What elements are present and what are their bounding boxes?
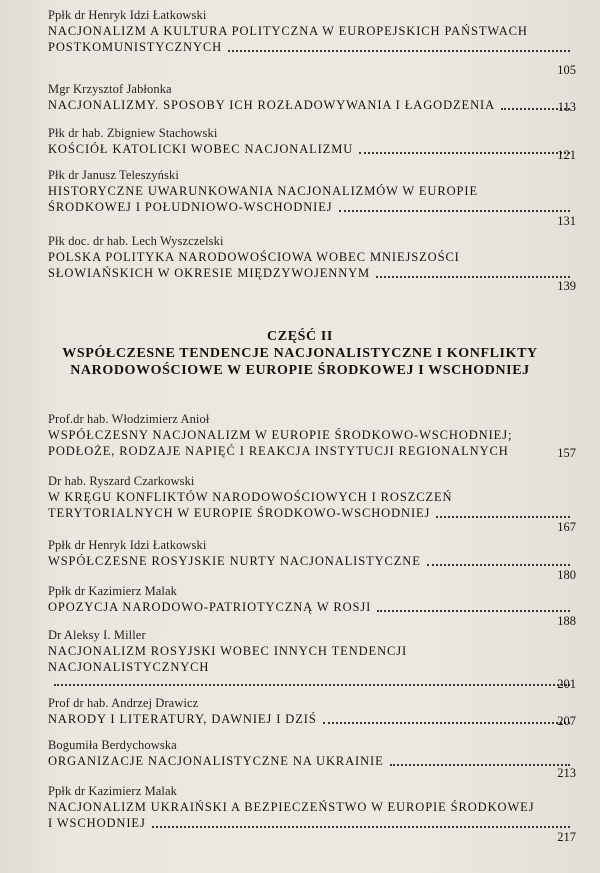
entry-title-line: NACJONALIZM A KULTURA POLITYCZNA W EUROPEJSKICH PAŃSTWACH bbox=[48, 24, 528, 38]
entry-title-line: TERYTORIALNYCH W EUROPIE ŚRODKOWO-WSCHODNIEJ bbox=[48, 506, 431, 520]
entry-author: Bogumiła Berdychowska bbox=[48, 738, 177, 752]
entry-title-line: WSPÓŁCZESNY NACJONALIZM W EUROPIE ŚRODKOWO-WSCHODNIEJ; bbox=[48, 428, 513, 442]
entry-title-line: POLSKA POLITYKA NARODOWOŚCIOWA WOBEC MNIEJSZOŚCI bbox=[48, 250, 460, 264]
toc-entry bbox=[48, 126, 576, 162]
entry-author: Ppłk dr Kazimierz Malak bbox=[48, 584, 177, 598]
entry-title-line: W KRĘGU KONFLIKTÓW NARODOWOŚCIOWYCH I ROSZCZEŃ bbox=[48, 490, 453, 504]
entry-title-line: WSPÓŁCZESNE ROSYJSKIE NURTY NACJONALISTYCZNE bbox=[48, 554, 421, 568]
entry-author: Płk doc. dr hab. Lech Wyszczelski bbox=[48, 234, 224, 248]
entry-author: Dr hab. Ryszard Czarkowski bbox=[48, 474, 195, 488]
entry-author: Prof.dr hab. Włodzimierz Anioł bbox=[48, 412, 210, 426]
entry-page-number: 113 bbox=[557, 100, 576, 114]
leader-dots bbox=[376, 275, 570, 278]
part-label: CZĘŚĆ II bbox=[267, 329, 333, 344]
entry-author: Płk dr Janusz Teleszyński bbox=[48, 168, 179, 182]
entry-title-line: ORGANIZACJE NACJONALISTYCZNE NA UKRAINIE bbox=[48, 754, 384, 768]
entry-title-line: NACJONALIZMY. SPOSOBY ICH ROZŁADOWYWANIA I ŁAGODZENIA bbox=[48, 98, 495, 112]
leader-dots bbox=[427, 563, 570, 566]
entry-page-number: 131 bbox=[557, 214, 576, 228]
entry-author: Ppłk dr Henryk Idzi Łatkowski bbox=[48, 538, 207, 552]
toc-entry bbox=[48, 168, 576, 228]
part-title-line: WSPÓŁCZESNE TENDENCJE NACJONALISTYCZNE I KONFLIKTY bbox=[62, 346, 538, 361]
toc-entry bbox=[48, 696, 576, 727]
leader-dots bbox=[436, 515, 570, 518]
toc-entry bbox=[48, 738, 576, 780]
entry-page-number: 213 bbox=[557, 766, 576, 780]
toc-entry bbox=[48, 234, 576, 293]
leader-dots bbox=[339, 209, 570, 212]
entry-author: Dr Aleksy I. Miller bbox=[48, 628, 146, 642]
entry-title-line: NACJONALIZM UKRAIŃSKI A BEZPIECZEŃSTWO W EUROPIE ŚRODKOWEJ bbox=[48, 800, 535, 814]
entry-page-number: 188 bbox=[557, 614, 576, 628]
entry-title-line: OPOZYCJA NARODOWO-PATRIOTYCZNĄ W ROSJI bbox=[48, 600, 372, 614]
entry-title-line: NARODY I LITERATURY, DAWNIEJ I DZIŚ bbox=[48, 712, 317, 726]
entry-page-number: 121 bbox=[557, 148, 576, 162]
entry-title-line: PODŁOŻE, RODZAJE NAPIĘĆ I REAKCJA INSTYTUCJI REGIONALNYCH bbox=[48, 444, 509, 458]
entry-title-line: ŚRODKOWEJ I POŁUDNIOWO-WSCHODNIEJ bbox=[48, 200, 333, 214]
entry-title-line: NACJONALIZM ROSYJSKI WOBEC INNYCH TENDENCJI bbox=[48, 644, 408, 658]
entry-page-number: 167 bbox=[557, 520, 576, 534]
entry-page-number: 207 bbox=[557, 714, 576, 728]
entry-author: Płk dr hab. Zbigniew Stachowski bbox=[48, 126, 218, 140]
entry-title-line: I WSCHODNIEJ bbox=[48, 816, 146, 830]
toc-entry bbox=[48, 474, 576, 534]
toc-entry bbox=[48, 412, 576, 459]
leader-dots bbox=[377, 609, 570, 612]
entry-title-line: KOŚCIÓŁ KATOLICKI WOBEC NACJONALIZMU bbox=[48, 142, 354, 156]
entry-author: Prof dr hab. Andrzej Drawicz bbox=[48, 696, 199, 710]
entry-page-number: 105 bbox=[557, 63, 576, 77]
leader-dots bbox=[228, 49, 570, 52]
toc-entry bbox=[48, 8, 576, 77]
toc-entry bbox=[48, 82, 576, 113]
entry-title-line: HISTORYCZNE UWARUNKOWANIA NACJONALIZMÓW W EUROPIE bbox=[48, 184, 478, 198]
leader-dots bbox=[359, 151, 570, 154]
leader-dots bbox=[390, 763, 570, 766]
leader-dots bbox=[54, 683, 570, 686]
entry-title-line: NACJONALISTYCZNYCH bbox=[48, 660, 210, 674]
toc-entry bbox=[48, 628, 576, 689]
toc-entry bbox=[48, 584, 576, 628]
entry-title-line: SŁOWIAŃSKICH W OKRESIE MIĘDZYWOJENNYM bbox=[48, 266, 371, 280]
leader-dots bbox=[323, 721, 570, 724]
part-heading bbox=[20, 328, 580, 379]
toc-entry bbox=[48, 784, 576, 844]
entry-page-number: 180 bbox=[557, 568, 576, 582]
part-title-line: NARODOWOŚCIOWE W EUROPIE ŚRODKOWEJ I WSCHODNIEJ bbox=[70, 363, 530, 378]
entry-page-number: 217 bbox=[557, 830, 576, 844]
entry-title-line: POSTKOMUNISTYCZNYCH bbox=[48, 40, 223, 54]
entry-author: Ppłk dr Kazimierz Malak bbox=[48, 784, 177, 798]
entry-author: Mgr Krzysztof Jabłonka bbox=[48, 82, 172, 96]
leader-dots bbox=[152, 825, 570, 828]
entry-page-number: 157 bbox=[557, 446, 576, 460]
entry-page-number: 201 bbox=[557, 677, 576, 691]
entry-author: Ppłk dr Henryk Idzi Łatkowski bbox=[48, 8, 207, 22]
entry-page-number: 139 bbox=[557, 279, 576, 293]
toc-entry bbox=[48, 538, 576, 582]
